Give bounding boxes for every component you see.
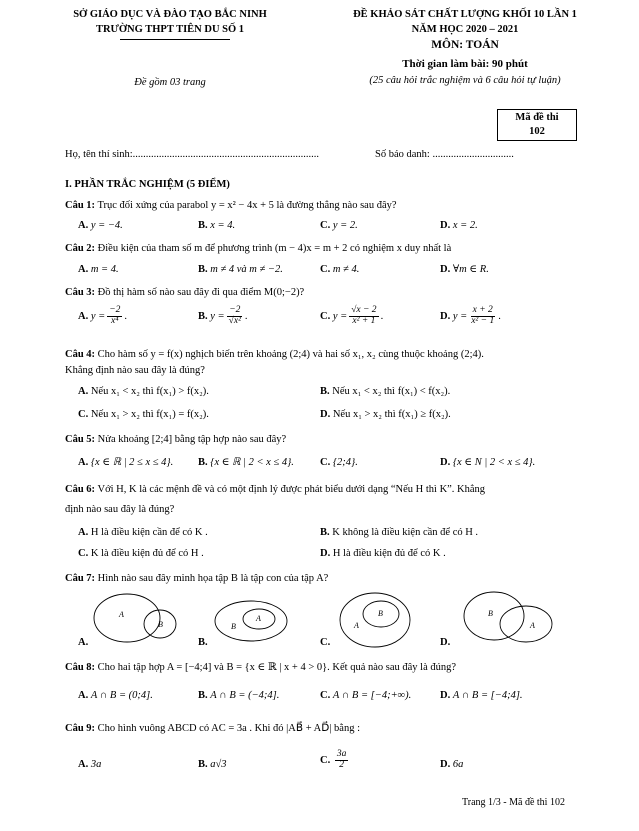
option-label: D. [440, 310, 451, 322]
q8-option-c[interactable] [320, 689, 411, 702]
q7-option-a[interactable]: A. [78, 637, 89, 648]
q1-option-c[interactable] [320, 219, 358, 232]
q5-option-b[interactable] [198, 456, 294, 469]
exam-code-value: 102 [529, 126, 545, 137]
q6-option-b[interactable] [320, 526, 478, 539]
option-text: Nếu x₁ > x₂ thì f(x₁) ≥ f(x₂). [332, 409, 451, 420]
question-label: Câu 8: [65, 662, 96, 673]
fraction-numerator: x + 2 [472, 305, 493, 315]
option-label: A. [78, 759, 89, 770]
section-title: I. PHẦN TRẮC NGHIỆM (5 ĐIỂM) [65, 179, 230, 190]
option-label: C. [78, 409, 89, 420]
option-text: x = 4. [210, 220, 236, 231]
option-text: H là điều kiện cần để có K . [90, 527, 208, 538]
option-text: ∀m ∈ R. [452, 264, 489, 275]
q9-option-c[interactable] [320, 750, 350, 771]
option-text: {x ∈ ℝ | 2 < x ≤ 4}. [210, 457, 294, 468]
option-label: A. [78, 527, 89, 538]
q4-option-d[interactable] [320, 408, 451, 421]
option-text: A ∩ B = [−4;4]. [452, 690, 523, 701]
option-text: 6a [452, 759, 464, 770]
question-text: Với H, K là các mệnh đề và có một định lý được phát biểu dưới dạng “Nếu H thì K”. Khẳng [97, 484, 486, 495]
question-text: Nửa khoảng [2;4] bằng tập hợp nào sau đây? [97, 434, 287, 445]
question-6 [65, 483, 485, 496]
q4-option-a[interactable] [78, 385, 209, 398]
question-6-continued: định nào sau đây là đúng? [65, 504, 175, 515]
fraction-numerator: −2 [109, 305, 121, 315]
q6-option-c[interactable] [78, 547, 204, 560]
option-label: B. [198, 264, 208, 275]
option-label: A. [78, 264, 89, 275]
option-fraction [107, 306, 122, 327]
fraction-denominator: √x² [228, 315, 241, 326]
question-3 [65, 286, 304, 299]
fraction-denominator: x⁴ [111, 315, 119, 326]
q3-option-b[interactable]: B. y = $\frac{-2}{\text{√x²}}$ . [198, 305, 248, 326]
question-5 [65, 433, 286, 446]
q5-option-d[interactable] [440, 456, 535, 469]
option-label: C. [320, 690, 331, 701]
option-label: B. [320, 527, 330, 538]
school-name: TRƯỜNG THPT TIÊN DU SỐ 1 [95, 24, 245, 35]
option-label: B. [198, 759, 208, 770]
option-label: A. [78, 457, 89, 468]
duration: Thời gian làm bài: 90 phút [402, 58, 528, 70]
venn-set-a [340, 593, 410, 647]
question-text: Cho hai tập hợp A = [−4;4] và B = {x ∈ ℝ | x + 4 > 0}. Kết quả nào sau đây là đúng? [97, 662, 457, 673]
venn-diagram-a [90, 590, 180, 650]
option-text: K không là điều kiện cần để có H . [332, 527, 479, 538]
option-label: D. [320, 548, 331, 559]
question-4 [65, 348, 484, 361]
q7-option-b[interactable]: B. [198, 637, 208, 648]
department-name: SỞ GIÁO DỤC VÀ ĐÀO TẠO BẮC NINH [73, 9, 267, 20]
exam-structure: (25 câu hỏi trắc nghiệm và 6 câu hỏi tự luận) [369, 75, 561, 86]
q6-option-a[interactable] [78, 526, 208, 539]
question-8 [65, 661, 456, 674]
fraction-numerator: √x − 2 [351, 305, 377, 315]
question-7 [65, 572, 328, 585]
q3-option-a[interactable]: A. y = $\frac{-2}{\text{x⁴}}$ . [78, 305, 128, 326]
option-prefix: y = [210, 310, 225, 322]
question-text: Điều kiện của tham số m để phương trình (m − 4)x = m + 2 có nghiệm x duy nhất là [97, 243, 452, 254]
question-label: Câu 3: [65, 287, 96, 298]
student-id-line: Số báo danh: ............................... [375, 149, 514, 160]
venn-label-a: A [354, 621, 359, 630]
q2-option-b[interactable] [198, 263, 283, 276]
q8-option-b[interactable] [198, 689, 279, 702]
venn-label-a: A [256, 614, 261, 623]
page-count: Đề gồm 03 trang [134, 77, 206, 88]
venn-diagram-c [338, 590, 413, 650]
option-text: Nếu x₁ > x₂ thì f(x₁) = f(x₂). [90, 409, 209, 420]
question-label: Câu 7: [65, 573, 96, 584]
q2-option-d[interactable] [440, 263, 489, 276]
option-fraction [335, 750, 349, 771]
q8-option-a[interactable] [78, 689, 153, 702]
question-label: Câu 1: [65, 200, 96, 211]
option-text: m = 4. [90, 264, 119, 275]
option-label: A. [78, 690, 89, 701]
venn-label-a: A [530, 621, 535, 630]
q2-option-a[interactable] [78, 263, 119, 276]
option-label: A. [78, 220, 89, 231]
venn-label-b: B [488, 609, 493, 618]
exam-title: ĐỀ KHẢO SÁT CHẤT LƯỢNG KHỐI 10 LẦN 1 [353, 9, 577, 20]
option-label: B. [198, 220, 208, 231]
option-text: 3a [90, 759, 102, 770]
venn-set-a [500, 606, 552, 642]
option-text: A ∩ B = (0;4]. [90, 690, 153, 701]
venn-set-b [215, 601, 287, 641]
option-label: B. [198, 310, 208, 322]
fraction-denominator: 2 [339, 759, 344, 770]
fraction-numerator: 3a [336, 749, 347, 759]
option-label: C. [78, 548, 89, 559]
question-2 [65, 242, 451, 255]
question-label: Câu 6: [65, 484, 96, 495]
question-label: Câu 5: [65, 434, 96, 445]
question-label: Câu 4: [65, 349, 96, 360]
option-label: C. [320, 220, 331, 231]
q8-option-d[interactable] [440, 689, 523, 702]
q7-option-d[interactable]: D. [440, 637, 451, 648]
q3-option-d[interactable]: D. y = $\frac{x + 2}{\text{x² − 1}}$ . [440, 305, 501, 326]
option-label: A. [78, 310, 89, 322]
q6-option-d[interactable] [320, 547, 446, 560]
option-text: y = −4. [90, 220, 123, 231]
option-label: C. [320, 457, 331, 468]
q4-option-c[interactable] [78, 408, 209, 421]
option-prefix: y = [332, 310, 348, 322]
question-text: Cho hình vuông ABCD có AC = 3a . Khi đó |AB⃗ + AD⃗| bằng : [97, 723, 361, 734]
option-text: m ≠ 4. [332, 264, 360, 275]
fraction-numerator: −2 [229, 305, 241, 315]
option-label: D. [440, 690, 451, 701]
q2-option-c[interactable] [320, 263, 359, 276]
q7-option-c[interactable]: C. [320, 637, 331, 648]
exam-code-box [497, 109, 577, 141]
option-text: Nếu x₁ < x₂ thì f(x₁) < f(x₂). [332, 386, 451, 397]
question-1 [65, 199, 397, 212]
venn-diagram-b [213, 598, 293, 644]
option-text: y = 2. [332, 220, 358, 231]
option-label: D. [440, 759, 451, 770]
option-text: x = 2. [452, 220, 478, 231]
fraction-denominator: x² + 1 [352, 315, 376, 326]
question-label: Câu 2: [65, 243, 96, 254]
option-text: a√3 [210, 759, 227, 770]
option-label: A. [78, 386, 89, 397]
option-text: H là điều kiện đủ để có K . [332, 548, 446, 559]
option-prefix: y = [90, 310, 106, 322]
question-text: Trục đối xứng của parabol y = x² − 4x + 5 là đường thẳng nào sau đây? [97, 200, 397, 211]
option-text: A ∩ B = [−4;+∞). [332, 690, 412, 701]
school-underline [120, 39, 230, 40]
option-text: A ∩ B = (−4;4]. [210, 690, 280, 701]
option-text: K là điều kiện đủ để có H . [90, 548, 204, 559]
venn-label-b: B [231, 622, 236, 631]
option-text: {2;4}. [332, 457, 358, 468]
option-label: C. [320, 310, 331, 322]
venn-diagram-d [460, 590, 560, 646]
q5-option-c[interactable] [320, 456, 358, 469]
page-footer: Trang 1/3 - Mã đề thi 102 [462, 797, 565, 808]
question-text: Đồ thị hàm số nào sau đây đi qua điểm M(0;−2)? [97, 287, 305, 298]
q5-option-a[interactable] [78, 456, 173, 469]
subject: MÔN: TOÁN [431, 39, 499, 51]
option-text: {x ∈ ℝ | 2 ≤ x ≤ 4}. [90, 457, 174, 468]
option-label: B. [198, 690, 208, 701]
option-prefix: y = [452, 310, 468, 322]
q9-option-a[interactable] [78, 758, 101, 771]
option-text: {x ∈ N | 2 < x ≤ 4}. [452, 457, 536, 468]
question-9 [65, 722, 360, 735]
school-year: NĂM HỌC 2020 – 2021 [411, 24, 519, 35]
option-label: D. [320, 409, 331, 420]
option-label: C. [320, 264, 331, 275]
option-text: Nếu x₁ < x₂ thì f(x₁) > f(x₂). [90, 386, 209, 397]
venn-set-b [464, 592, 524, 640]
q9-option-b[interactable] [198, 758, 227, 771]
q3-option-c[interactable]: C. y = $\frac{√x - 2}{\text{x² + 1}}$ . [320, 305, 384, 326]
option-label: C. [320, 754, 331, 766]
exam-code-label: Mã đề thi [515, 112, 559, 123]
option-label: B. [198, 457, 208, 468]
fraction-denominator: x² − 1 [471, 315, 495, 326]
venn-label-a: A [119, 610, 124, 619]
q1-option-b[interactable] [198, 219, 235, 232]
question-label: Câu 9: [65, 723, 96, 734]
option-text: m ≠ 4 và m ≠ −2. [210, 264, 283, 275]
venn-label-b: B [378, 609, 383, 618]
q4-option-b[interactable] [320, 385, 450, 398]
q9-option-d[interactable] [440, 758, 463, 771]
option-label: B. [320, 386, 330, 397]
option-label: D. [440, 220, 451, 231]
question-text: Hình nào sau đây minh họa tập B là tập con của tập A? [97, 573, 329, 584]
student-name-line: Họ, tên thí sinh:....................................................................... [65, 149, 320, 160]
option-fraction [349, 306, 378, 327]
option-fraction [227, 306, 243, 327]
q1-option-d[interactable] [440, 219, 478, 232]
question-text: Cho hàm số y = f(x) nghịch biến trên khoảng (2;4) và hai số x₁, x₂ cùng thuộc khoảng (2;4). [97, 349, 484, 360]
q1-option-a[interactable] [78, 219, 123, 232]
option-label: D. [440, 264, 451, 275]
option-label: D. [440, 457, 451, 468]
venn-label-b: B [158, 620, 163, 629]
question-4-continued: Khẳng định nào sau đây là đúng? [65, 365, 205, 376]
option-fraction [469, 306, 496, 327]
